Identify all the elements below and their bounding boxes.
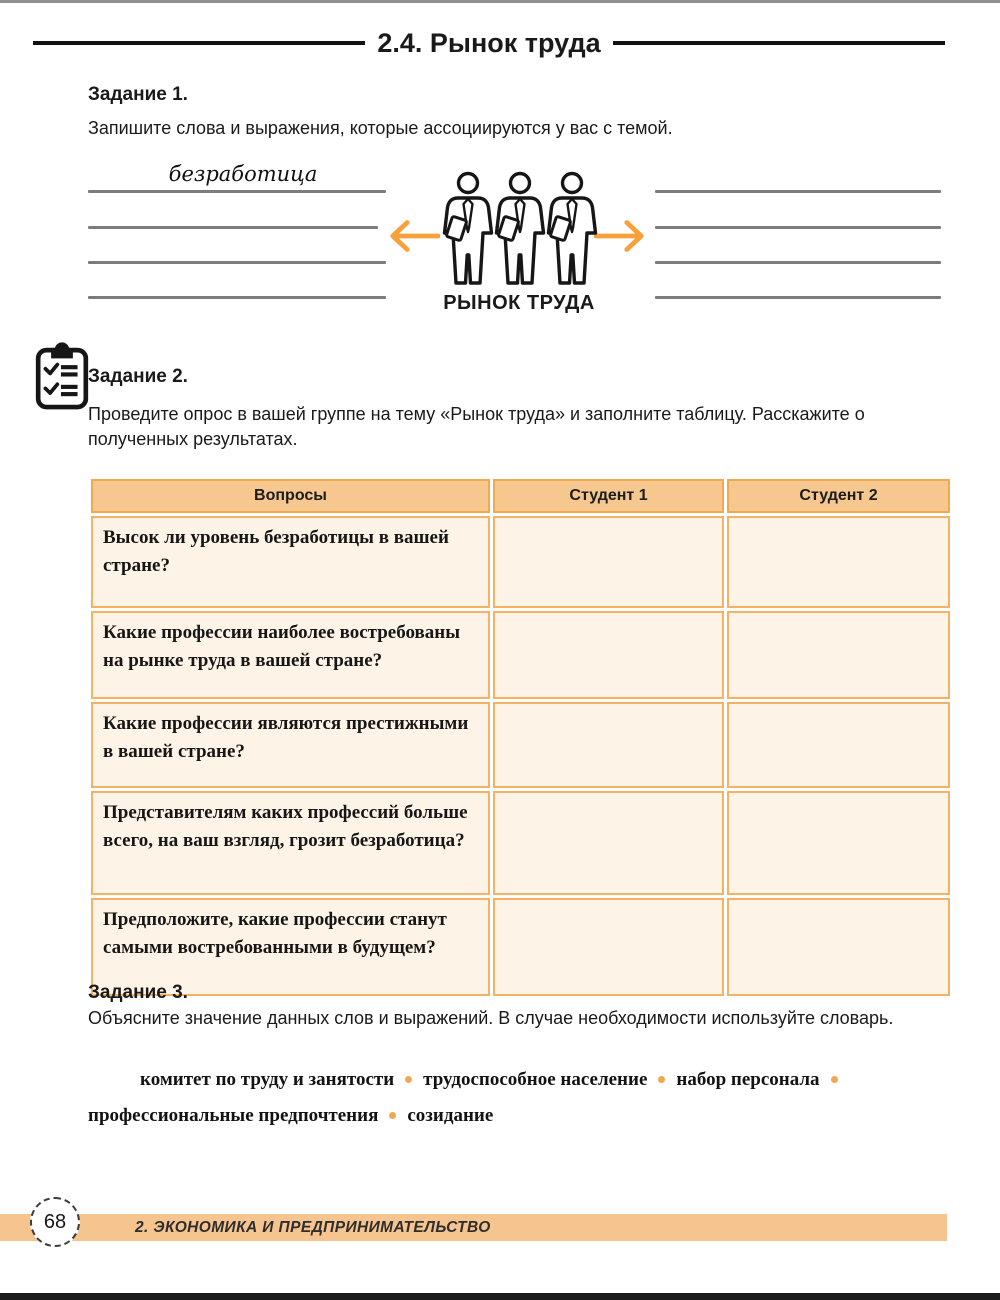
task3-heading: Задание 3. <box>88 982 188 1003</box>
right-arrow-icon <box>594 216 648 256</box>
task2-heading: Задание 2. <box>88 366 188 387</box>
header-rule-right <box>613 41 945 45</box>
section-footer-label: 2. ЭКОНОМИКА И ПРЕДПРИНИМАТЕЛЬСТВО <box>135 1218 491 1236</box>
bullet-dot-icon <box>831 1076 838 1083</box>
question-cell: Предположите, какие профессии станут самыми востребованными в будущем? <box>91 898 490 996</box>
answer-line[interactable] <box>655 190 941 193</box>
person-icon <box>542 170 602 288</box>
left-arrow-icon <box>386 216 440 256</box>
table-row <box>91 516 950 608</box>
answer-cell[interactable] <box>493 791 724 895</box>
answer-cell[interactable] <box>493 611 724 699</box>
answer-line[interactable] <box>88 190 386 193</box>
chapter-header <box>33 26 945 60</box>
people-icon <box>438 170 600 288</box>
task1-heading: Задание 1. <box>88 84 188 105</box>
answer-line[interactable] <box>88 261 386 264</box>
page-title: 2.4. Рынок труда <box>377 27 601 58</box>
word-item: трудоспособное население <box>423 1069 648 1090</box>
checklist-clipboard-icon <box>33 340 91 412</box>
task2-instruction: Проведите опрос в вашей группе на тему «Рынок труда» и заполните таблицу. Расскажите о полученных результатах. <box>88 404 865 449</box>
task3-instruction: Объясните значение данных слов и выражений. В случае необходимости используйте словарь. <box>88 1008 894 1028</box>
word-item: профессиональные предпочтения <box>88 1105 379 1126</box>
table-header-cell: Вопросы <box>91 479 490 513</box>
handwritten-answer: безработица <box>168 162 318 186</box>
answer-cell[interactable] <box>493 516 724 608</box>
question-cell: Какие профессии наиболее востребованы на рынке труда в вашей стране? <box>91 611 490 699</box>
table-row <box>91 611 950 699</box>
question-cell: Высок ли уровень безработицы в вашей стране? <box>91 516 490 608</box>
word-item: комитет по труду и занятости <box>140 1069 395 1090</box>
word-item: набор персонала <box>676 1069 820 1090</box>
page-top-edge <box>0 0 1000 3</box>
bullet-dot-icon <box>389 1112 396 1119</box>
word-item: созидание <box>407 1105 494 1126</box>
answer-line[interactable] <box>655 226 941 229</box>
table-header-cell: Студент 1 <box>493 479 724 513</box>
answer-cell[interactable] <box>493 702 724 788</box>
page-bottom-edge <box>0 1293 1000 1300</box>
answer-cell[interactable] <box>727 702 950 788</box>
table-row <box>91 702 950 788</box>
footer-bar <box>0 1214 947 1241</box>
bullet-dot-icon <box>658 1076 665 1083</box>
answer-line[interactable] <box>655 261 941 264</box>
question-cell: Представителям каких профессий больше всего, на ваш взгляд, грозит безработица? <box>91 791 490 895</box>
person-icon <box>438 170 498 288</box>
table-header-cell: Студент 2 <box>727 479 950 513</box>
figure-caption: РЫНОК ТРУДА <box>443 292 595 314</box>
page-number-badge: 68 <box>30 1197 80 1247</box>
answer-line[interactable] <box>88 296 386 299</box>
answer-line[interactable] <box>655 296 941 299</box>
person-icon <box>490 170 550 288</box>
answer-cell[interactable] <box>727 791 950 895</box>
task1-instruction: Запишите слова и выражения, которые ассоциируются у вас с темой. <box>88 118 673 138</box>
answer-cell[interactable] <box>493 898 724 996</box>
question-cell: Какие профессии являются престижными в вашей стране? <box>91 702 490 788</box>
survey-table <box>88 476 953 999</box>
word-list <box>88 1062 956 1134</box>
table-row <box>91 791 950 895</box>
bullet-dot-icon <box>405 1076 412 1083</box>
table-row <box>91 898 950 996</box>
answer-cell[interactable] <box>727 516 950 608</box>
answer-line[interactable] <box>88 226 378 229</box>
answer-cell[interactable] <box>727 898 950 996</box>
answer-cell[interactable] <box>727 611 950 699</box>
header-rule-left <box>33 41 365 45</box>
